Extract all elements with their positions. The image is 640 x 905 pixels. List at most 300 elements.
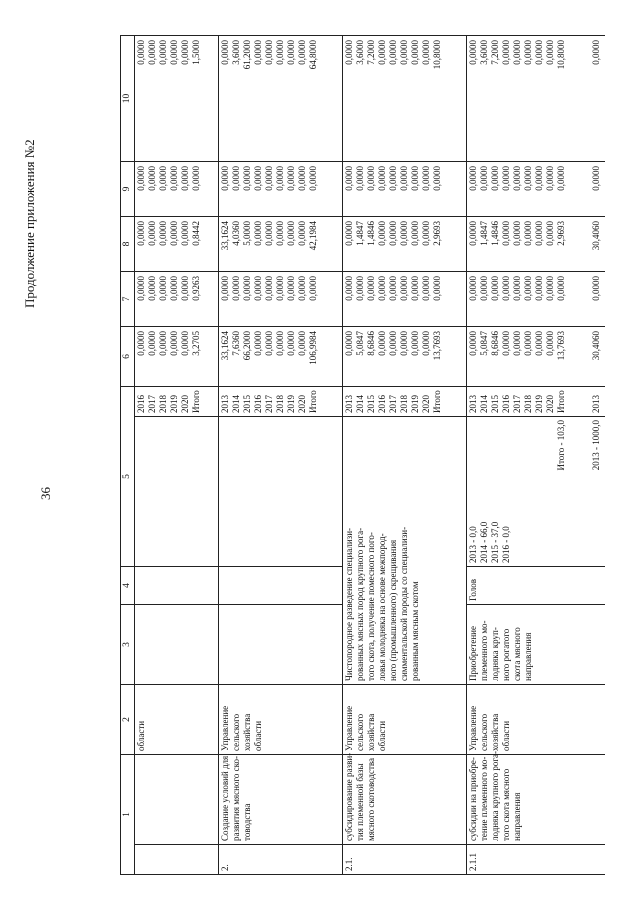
cell-line: 0,0000: [136, 166, 146, 191]
cell-line: 66,2000: [242, 331, 253, 361]
table-row-2-1-1: [466, 36, 589, 875]
cell-line: 10,8000: [555, 40, 566, 70]
cell-line: 0,0000: [544, 166, 555, 191]
cell-line: 0,0000: [180, 40, 190, 65]
cell-line: 2019: [533, 395, 544, 413]
cell-line: 0,0000: [432, 166, 443, 191]
col-header-1: 1: [121, 755, 135, 875]
cell-line: 0,0000: [158, 276, 168, 301]
cell-line: сельского: [355, 713, 366, 751]
cell-line: 2013: [344, 395, 355, 413]
cell-line: Чистопородное разведение специализи-: [344, 527, 355, 681]
cell-line: направления: [522, 632, 533, 681]
cell-line: 0,0000: [377, 40, 388, 65]
cell-years: [343, 387, 467, 417]
cell-line: 0,0000: [147, 331, 157, 356]
cell-line: развития мясного ско-: [231, 755, 242, 841]
cell-line: 4,0360: [231, 221, 242, 246]
cell-line: направления: [511, 792, 522, 841]
cell-line: 0,0000: [410, 331, 421, 356]
cell-line: 0,0000: [399, 40, 410, 65]
cell-line: 2019: [410, 395, 421, 413]
appendix-title: Продолжение приложения №2: [22, 139, 37, 308]
cell-line: 0,0000: [136, 331, 146, 356]
cell-line: 8,6846: [489, 331, 500, 356]
cell-unit: [135, 567, 219, 605]
cell-line: 0,0000: [399, 276, 410, 301]
cell-line: 2018: [275, 395, 286, 413]
cell-line: 2017: [511, 395, 522, 413]
cell-line: 0,0000: [242, 276, 253, 301]
cell-line: 0,0000: [264, 40, 275, 65]
cell-line: 61,2000: [242, 40, 253, 70]
cell-line: 0,0000: [242, 166, 253, 191]
cell-line: ловья молодняка на основе межпород-: [377, 533, 388, 681]
cell-line: 0,9263: [191, 276, 201, 301]
cell-line: 0,0000: [410, 40, 421, 65]
cell-line: 0,0000: [297, 331, 308, 356]
cell-line: 0,0000: [377, 221, 388, 246]
cell-col8: [466, 217, 589, 272]
cell-line: 2016: [500, 395, 511, 413]
cell-org: [219, 685, 343, 755]
cell-org: [343, 685, 467, 755]
cell-event: [590, 605, 605, 685]
cell-line: 0,0000: [544, 331, 555, 356]
cell-line: 2020: [544, 395, 555, 413]
cell-line: 0,0000: [275, 166, 286, 191]
cell-line: 0,0000: [344, 40, 355, 65]
cell-unit: [219, 567, 343, 605]
cell-line: Итого: [432, 390, 443, 413]
cell-line: 0,0000: [275, 331, 286, 356]
cell-line: 0,0000: [478, 276, 489, 301]
cell-line: области: [136, 720, 146, 751]
cell-num: 2.1.1: [466, 845, 589, 875]
cell-line: 0,0000: [478, 166, 489, 191]
cell-line: 0,0000: [500, 166, 511, 191]
cell-line: субсидии на приобре-: [467, 757, 478, 841]
cell-line: 2017: [388, 395, 399, 413]
cell-line: 0,0000: [191, 166, 201, 191]
cell-line: 0,0000: [136, 40, 146, 65]
cell-num: [135, 845, 219, 875]
cell-line: области: [500, 720, 511, 751]
cell-line: 0,0000: [544, 40, 555, 65]
cell-line: 2016: [136, 395, 146, 413]
cell-line: 2017: [264, 395, 275, 413]
cell-line: 0,0000: [180, 331, 190, 356]
col-header-6: 6: [121, 327, 135, 387]
cell-line: 2013 - 0,0: [467, 526, 478, 563]
cell-col7: [343, 272, 467, 327]
cell-line: 0,0000: [264, 331, 275, 356]
cell-line: 5,0847: [478, 331, 489, 356]
cell-line: 0,0000: [467, 331, 478, 356]
cell-col9: 0,0000: [590, 162, 605, 217]
cell-line: 0,0000: [533, 221, 544, 246]
cell-col8: [343, 217, 467, 272]
cell-line: 3,6000: [478, 40, 489, 65]
cell-col7: [219, 272, 343, 327]
cell-line: 0,0000: [136, 221, 146, 246]
cell-line: 10,8000: [432, 40, 443, 70]
cell-line: 0,0000: [275, 276, 286, 301]
cell-line: ного рогатого: [500, 628, 511, 681]
cell-line: 0,0000: [544, 276, 555, 301]
cell-line: 0,0000: [377, 276, 388, 301]
cell-line: 0,0000: [286, 221, 297, 246]
cell-line: 3,2705: [191, 331, 201, 356]
cell-line: 0,0000: [377, 166, 388, 191]
cell-line: 2020: [180, 395, 190, 413]
column-header-row: [121, 36, 135, 875]
cell-line: 64,8000: [308, 40, 319, 70]
cell-line: 13,7693: [555, 331, 566, 361]
cell-years: [135, 387, 219, 417]
cell-line: племенного мо-: [478, 620, 489, 681]
cell-line: 0,0000: [158, 40, 168, 65]
cell-line: 0,0000: [421, 40, 432, 65]
cell-line: 0,0000: [253, 276, 264, 301]
cell-line: 0,0000: [366, 166, 377, 191]
cell-line: Создание условий для: [220, 755, 231, 841]
cell-col7: 0,0000: [590, 272, 605, 327]
cell-line: 0,0000: [399, 221, 410, 246]
cell-col9: [219, 162, 343, 217]
cell-line: 5,0000: [242, 221, 253, 246]
cell-line: 0,0000: [500, 276, 511, 301]
cell-years: [466, 387, 589, 417]
cell-line: 0,0000: [511, 331, 522, 356]
page-number: 36: [38, 487, 53, 500]
cell-line: 0,0000: [220, 166, 231, 191]
cell-num: 2.: [219, 845, 343, 875]
table-row-last: [590, 36, 605, 875]
cell-col9: [343, 162, 467, 217]
cell-line: 0,0000: [399, 166, 410, 191]
cell-line: 2015 - 37,0: [489, 521, 500, 563]
cell-line: 0,0000: [264, 221, 275, 246]
cell-col10: [219, 36, 343, 162]
cell-col9: [466, 162, 589, 217]
cell-line: 0,0000: [522, 40, 533, 65]
cell-line: 2015: [489, 395, 500, 413]
cell-col7: [135, 272, 219, 327]
cell-line: 0,0000: [264, 166, 275, 191]
cell-col7: [466, 272, 589, 327]
cell-line: 2020: [421, 395, 432, 413]
table-row-2: [219, 36, 343, 875]
cell-line: Управление: [467, 705, 478, 751]
cell-line: 2014: [478, 395, 489, 413]
cell-plan: [219, 417, 343, 567]
cell-line: 0,0000: [511, 40, 522, 65]
cell-line: 3,6000: [231, 40, 242, 65]
cell-line: 0,0000: [169, 276, 179, 301]
cell-line: скота мясного: [511, 627, 522, 681]
cell-col6: [135, 327, 219, 387]
cell-line: 1,4847: [355, 221, 366, 246]
cell-plan: [135, 417, 219, 567]
cell-line: 2014: [231, 395, 242, 413]
cell-line: 2013: [220, 395, 231, 413]
cell-line: 2019: [169, 395, 179, 413]
cell-name: [466, 750, 589, 845]
cell-line: того скота мясного: [500, 768, 511, 841]
cell-col8: [219, 217, 343, 272]
cell-line: 0,0000: [286, 166, 297, 191]
cell-line: 0,0000: [388, 331, 399, 356]
cell-desc: [343, 417, 467, 685]
cell-line: рованных мясных пород крупного рога-: [355, 527, 366, 681]
cell-line: хозяйства: [242, 713, 253, 751]
cell-line: 3,6000: [355, 40, 366, 65]
cell-org: [466, 685, 589, 755]
cell-line: лодняка крупного рога-: [489, 750, 500, 841]
cell-line: 0,0000: [467, 40, 478, 65]
cell-line: 1,4846: [489, 221, 500, 246]
cell-col10: 0,0000: [590, 36, 605, 162]
cell-line: 0,0000: [522, 166, 533, 191]
cell-line: 106,9984: [308, 331, 319, 365]
cell-line: 33,1624: [220, 221, 231, 251]
cell-line: субсидирование разви-: [344, 752, 355, 841]
cell-plan: [466, 417, 589, 567]
cell-line: 0,0000: [180, 276, 190, 301]
cell-line: 0,0000: [344, 166, 355, 191]
cell-line: области: [377, 720, 388, 751]
cell-col6: [219, 327, 343, 387]
cell-plan: 2013 - 1000,0: [590, 417, 605, 567]
cell-line: 0,0000: [467, 276, 478, 301]
cell-line: 2014 - 66,0: [478, 521, 489, 563]
program-table: [120, 35, 605, 875]
cell-col6: [343, 327, 467, 387]
cell-line: 0,0000: [355, 276, 366, 301]
cell-line: 2016: [253, 395, 264, 413]
col-header-7: 7: [121, 272, 135, 327]
cell-org: [590, 685, 605, 755]
col-header-3: 3: [121, 605, 135, 685]
cell-line: 0,0000: [410, 276, 421, 301]
cell-line: 0,0000: [253, 166, 264, 191]
cell-line: Итого: [191, 390, 201, 413]
cell-line: 0,0000: [297, 40, 308, 65]
cell-line: 2017: [147, 395, 157, 413]
cell-line: 0,0000: [231, 276, 242, 301]
col-header-4: 4: [121, 567, 135, 605]
cell-event: [219, 605, 343, 685]
cell-name: [590, 755, 605, 845]
cell-line: 0,0000: [253, 331, 264, 356]
cell-line: области: [253, 720, 264, 751]
cell-line: 0,0000: [410, 221, 421, 246]
cell-line: 1,5000: [191, 40, 201, 65]
cell-col8: [135, 217, 219, 272]
cell-line: 0,0000: [297, 276, 308, 301]
cell-line: 0,0000: [169, 221, 179, 246]
cell-line: 0,0000: [421, 276, 432, 301]
cell-col10: [466, 36, 589, 162]
cell-line: 5,0847: [355, 331, 366, 356]
cell-line: 0,0000: [158, 221, 168, 246]
cell-line: 0,0000: [286, 276, 297, 301]
cell-line: 0,0000: [286, 40, 297, 65]
cell-line: 0,0000: [286, 331, 297, 356]
cell-line: 2,9693: [555, 221, 566, 246]
cell-line: 2016 - 0,0: [500, 526, 511, 563]
cell-line: 0,0000: [421, 331, 432, 356]
cell-line: Управление: [220, 705, 231, 751]
cell-col8: 30,4060: [590, 217, 605, 272]
cell-line: тия племенной базы: [355, 763, 366, 841]
cell-line: мясного скотоводства: [366, 757, 377, 841]
cell-line: 0,0000: [421, 166, 432, 191]
cell-line: 0,0000: [555, 276, 566, 301]
cell-line: 0,0000: [421, 221, 432, 246]
cell-line: 1,4846: [366, 221, 377, 246]
cell-org: [135, 685, 219, 755]
cell-line: 2018: [399, 395, 410, 413]
cell-line: 0,0000: [147, 166, 157, 191]
cell-col6: 30,4060: [590, 327, 605, 387]
cell-line: 2018: [522, 395, 533, 413]
cell-line: 0,0000: [275, 40, 286, 65]
plan-list: [469, 420, 513, 563]
cell-line: 2018: [158, 395, 168, 413]
cell-line: Итого: [555, 390, 566, 413]
cell-line: 0,0000: [533, 40, 544, 65]
cell-line: лодняка круп-: [489, 627, 500, 681]
cell-unit: [590, 567, 605, 605]
cell-line: 0,0000: [264, 276, 275, 301]
cell-name: [343, 752, 467, 845]
cell-line: 0,0000: [169, 40, 179, 65]
cell-line: сельского: [478, 713, 489, 751]
cell-line: сельского: [231, 713, 242, 751]
cell-years: 2013: [590, 387, 605, 417]
cell-line: 0,0000: [432, 276, 443, 301]
cell-line: 0,0000: [388, 166, 399, 191]
cell-line: 0,0000: [220, 276, 231, 301]
program-table-sheet: [120, 35, 605, 875]
cell-line: хозяйства: [489, 713, 500, 751]
cell-line: 0,0000: [399, 331, 410, 356]
cell-line: 2020: [297, 395, 308, 413]
col-header-9: 9: [121, 162, 135, 217]
cell-line: 0,0000: [410, 166, 421, 191]
cell-line: 0,0000: [297, 166, 308, 191]
col-header-2: 2: [121, 685, 135, 755]
cell-line: 42,1984: [308, 221, 319, 251]
cell-line: 0,0000: [555, 166, 566, 191]
cell-event: [466, 605, 589, 685]
cell-line: 0,0000: [158, 331, 168, 356]
cell-line: 0,0000: [533, 166, 544, 191]
cell-line: 0,0000: [169, 166, 179, 191]
cell-line: 0,0000: [500, 331, 511, 356]
cell-line: Итого: [308, 390, 319, 413]
cell-line: 7,2000: [489, 40, 500, 65]
cell-line: 2019: [286, 395, 297, 413]
cell-line: 2014: [355, 395, 366, 413]
cell-line: 1,4847: [478, 221, 489, 246]
cell-event: [135, 605, 219, 685]
cell-line: симментальской породы со специализи-: [399, 526, 410, 681]
cell-line: 0,0000: [231, 166, 242, 191]
col-header-8: 8: [121, 217, 135, 272]
cell-line: 0,0000: [522, 331, 533, 356]
cell-line: 2015: [366, 395, 377, 413]
cell-line: 0,0000: [500, 221, 511, 246]
cell-line: 0,0000: [344, 276, 355, 301]
cell-line: 2015: [242, 395, 253, 413]
cell-name: [219, 755, 343, 845]
table-row-continued: [135, 36, 219, 875]
plan-total: Итого - 103,0: [555, 420, 566, 471]
cell-line: 0,0000: [180, 166, 190, 191]
cell-line: 0,0000: [147, 221, 157, 246]
cell-line: 0,0000: [511, 221, 522, 246]
cell-line: Управление: [344, 705, 355, 751]
cell-line: 0,0000: [511, 276, 522, 301]
cell-line: 0,0000: [355, 166, 366, 191]
cell-num: [590, 845, 605, 875]
cell-line: 0,0000: [388, 40, 399, 65]
cell-line: 0,0000: [533, 276, 544, 301]
cell-line: 0,0000: [147, 40, 157, 65]
cell-line: 0,0000: [489, 276, 500, 301]
cell-col10: [135, 36, 219, 162]
cell-line: хозяйства: [366, 713, 377, 751]
cell-col6: [466, 327, 589, 387]
cell-line: 0,0000: [489, 166, 500, 191]
cell-line: рованным мясным скотом: [410, 581, 421, 681]
cell-line: тение племенного мо-: [478, 756, 489, 841]
cell-col10: [343, 36, 467, 162]
cell-line: 0,0000: [344, 331, 355, 356]
cell-line: 0,0000: [297, 221, 308, 246]
cell-unit: Голов: [466, 567, 589, 605]
table-row-2-1: [343, 36, 467, 875]
cell-line: 7,2000: [366, 40, 377, 65]
cell-line: 2013: [467, 395, 478, 413]
cell-line: 0,0000: [388, 221, 399, 246]
cell-line: 0,0000: [220, 40, 231, 65]
cell-line: 0,0000: [253, 40, 264, 65]
cell-col9: [135, 162, 219, 217]
cell-line: 0,0000: [136, 276, 146, 301]
cell-name: [135, 755, 219, 845]
cell-line: 0,0000: [253, 221, 264, 246]
cell-line: 7,6360: [231, 331, 242, 356]
cell-years: [219, 387, 343, 417]
cell-line: 0,0000: [467, 221, 478, 246]
cell-line: ного (промышленного) скрещивания: [388, 539, 399, 681]
cell-line: 0,0000: [308, 276, 319, 301]
col-header-10: 10: [121, 36, 135, 162]
cell-line: 13,7693: [432, 331, 443, 361]
cell-line: 0,0000: [169, 331, 179, 356]
cell-line: 0,0000: [344, 221, 355, 246]
cell-num: 2.1.: [343, 845, 467, 875]
cell-line: 0,0000: [388, 276, 399, 301]
cell-line: 33,1624: [220, 331, 231, 361]
cell-line: 0,0000: [467, 166, 478, 191]
cell-line: 0,0000: [275, 221, 286, 246]
cell-line: 0,0000: [158, 166, 168, 191]
